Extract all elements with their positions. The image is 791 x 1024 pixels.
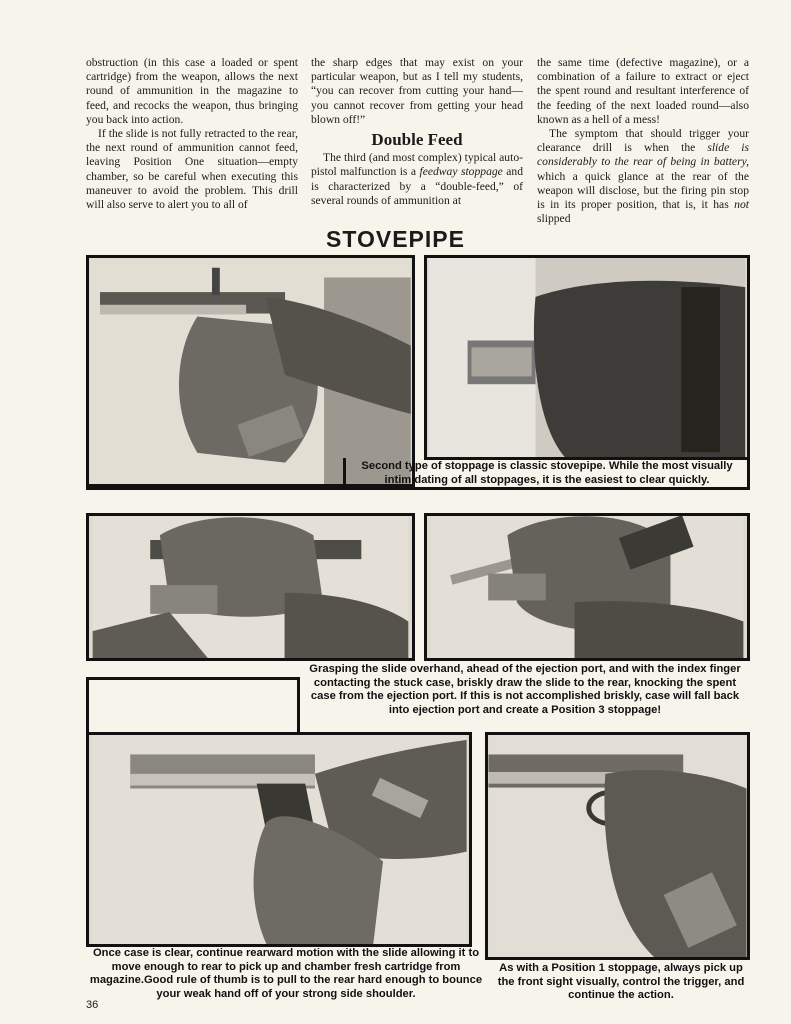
- caption-frame-line: [86, 487, 750, 490]
- section-title: STOVEPIPE: [326, 226, 465, 252]
- text-run: slipped: [537, 212, 571, 226]
- photo-draw-slide-rear: [424, 513, 750, 661]
- emphasis-text: not: [734, 198, 749, 212]
- text-run: and is characterized by a “double-feed,” of several rounds of ammunition at: [311, 165, 524, 207]
- photo-grasp-slide: [86, 513, 415, 661]
- paragraph: the sharp edges that may exist on your particular weapon, but as I tell my students, “you can recover from cutting your hand—you cannot recover from getting your head blown off!”: [311, 56, 523, 126]
- page-number: 36: [86, 999, 99, 1011]
- caption-chamber-round: Once case is clear, continue rearward motion with the slide allowing it to move enough to rear to pick up and chamber fresh cartridge from magazine.Good rule of thumb is to pull to the rear hard enough to bounce your weak hand off of your strong side shoulder.: [89, 947, 483, 1000]
- photo-stovepipe-closeup: [424, 255, 750, 460]
- photo-frame-line: [86, 677, 300, 680]
- text-run: The third (and most complex) typical auto-pistol malfunction is a: [311, 151, 523, 179]
- text-column-3: [537, 56, 749, 226]
- caption-sight-picture: As with a Position 1 stoppage, always pick up the front sight visually, control the trigger, and continue the action.: [497, 962, 745, 1002]
- caption-frame-line: [747, 458, 750, 490]
- section-heading-double-feed: Double Feed: [371, 130, 463, 150]
- photo-pistol-stovepipe: [86, 255, 415, 487]
- grasp-slide-image: [89, 516, 412, 658]
- photo-sight-picture: [485, 732, 750, 960]
- sight-picture-image: [488, 735, 747, 957]
- pistol-hands-image: [89, 258, 412, 484]
- paragraph: [311, 151, 523, 208]
- photo-frame-line: [297, 677, 300, 735]
- text-run: The symptom that should trigger your clearance drill is when the: [537, 127, 749, 155]
- paragraph: [537, 127, 749, 226]
- text-column-1: [86, 56, 298, 212]
- caption-frame-line: [343, 458, 346, 490]
- closeup-image: [427, 258, 747, 457]
- emphasis-text: slide is considerably to the rear of being in battery,: [537, 141, 750, 169]
- photo-chamber-round: [86, 732, 472, 947]
- chamber-round-image: [89, 735, 469, 944]
- paragraph: If the slide is not fully retracted to the rear, the next round of ammunition cannot feed, leaving Position One situation—empty chamber, so be careful when executing this maneuver to avoid the problem. This drill will also serve to alert you to all of: [86, 127, 298, 212]
- text-column-2: [311, 56, 523, 208]
- emphasis-text: feedway stoppage: [419, 165, 503, 179]
- text-run: which a quick glance at the rear of the weapon will disclose, but the firing pin stop is in its proper position, that is, it has: [537, 169, 749, 212]
- paragraph: the same time (defective magazine), or a combination of a failure to extract or eject the spent round and resultant interference of the feeding of the next loaded round—also known as a hell of a mess!: [537, 56, 749, 126]
- draw-slide-image: [427, 516, 747, 658]
- paragraph: obstruction (in this case a loaded or spent cartridge) from the weapon, allows the next round of ammunition in the magazine to feed, and recocks the weapon, thus bringing you back into action.: [86, 56, 298, 126]
- caption-grasp-slide: Grasping the slide overhand, ahead of the ejection port, and with the index finger contacting the stuck case, briskly draw the slide to the rear, knocking the spent case from the ejection port. If this is not accomplished briskly, case will fall back into ejection port and create a Position 3 stoppage!: [309, 663, 741, 716]
- caption-stovepipe: Second type of stoppage is classic stovepipe. While the most visually intimidating of all stoppages, it is the easiest to clear quickly.: [361, 460, 733, 486]
